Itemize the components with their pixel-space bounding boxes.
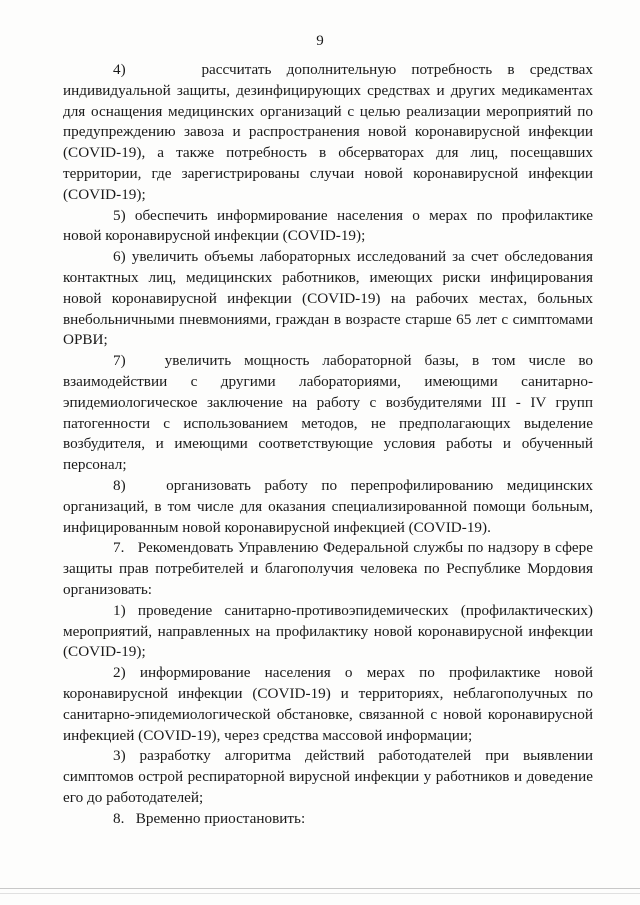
- scan-edge-line: [0, 893, 640, 894]
- paragraph-item-4: 4) рассчитать дополнительную потребность в средствах индивидуальной защиты, дезинфицирующих средствах и других медикаментах для оснащения медицинских организаций с целью реализации мероприятий по предупреждению завоза и распространения новой коронавирусной инфекции (COVID-19), а также потребность в обсерваторах для лиц, посещавших территории, где зарегистрированы случаи новой коронавирусной инфекции (COVID-19);: [63, 61, 593, 203]
- paragraph-item-8: 8) организовать работу по перепрофилированию медицинских организаций, в том числе для оказания специализированной помощи больным, инфицированным новой коронавирусной инфекцией (COVID-19).: [63, 476, 593, 536]
- paragraph-section-8: 8. Временно приостановить:: [113, 809, 306, 827]
- paragraph-subitem-3: 3) разработку алгоритма действий работодателей при выявлении симптомов острой респираторной вирусной инфекции у работников и доведение его до работодателей;: [63, 747, 593, 806]
- paragraph-section-7: 7. Рекомендовать Управлению Федеральной службы по надзору в сфере защиты прав потребителей и благополучия человека по Республике Мордовия организовать:: [63, 539, 593, 598]
- paragraph-item-6: 6) увеличить объемы лабораторных исследований за счет обследования контактных лиц, медицинских работников, имеющих риски инфицирования новой коронавирусной инфекции (COVID-19) на рабочих местах, больных внебольничными пневмониями, граждан в возрасте старше 65 лет с симптомами ОРВИ;: [63, 248, 593, 349]
- paragraph-subitem-2: 2) информирование населения о мерах по профилактике новой коронавирусной инфекции (COVID-19) и территориях, неблагополучных по санитарно-эпидемиологической обстановке, связанной с новой коронавирусной инфекцией (COVID-19), через средства массовой информации;: [63, 664, 593, 744]
- paragraph-subitem-1: 1) проведение санитарно-противоэпидемических (профилактических) мероприятий, направленных на профилактику новой коронавирусной инфекции (COVID-19);: [63, 601, 593, 661]
- paragraph-item-5: 5) обеспечить информирование населения о мерах по профилактике новой коронавирусной инфекции (COVID-19);: [63, 206, 593, 245]
- page-number: 9: [316, 33, 324, 49]
- scan-edge-line: [0, 888, 640, 889]
- document-body: [63, 60, 593, 829]
- paragraph-item-7: 7) увеличить мощность лабораторной базы, в том числе во взаимодействии с другими лабораториями, имеющими санитарно-эпидемиологическое заключение на работу с возбудителями III - IV групп патогенности с использованием методов, не предполагающих выделение возбудителя, и имеющими соответствующие условия работы и обученный персонал;: [63, 352, 593, 474]
